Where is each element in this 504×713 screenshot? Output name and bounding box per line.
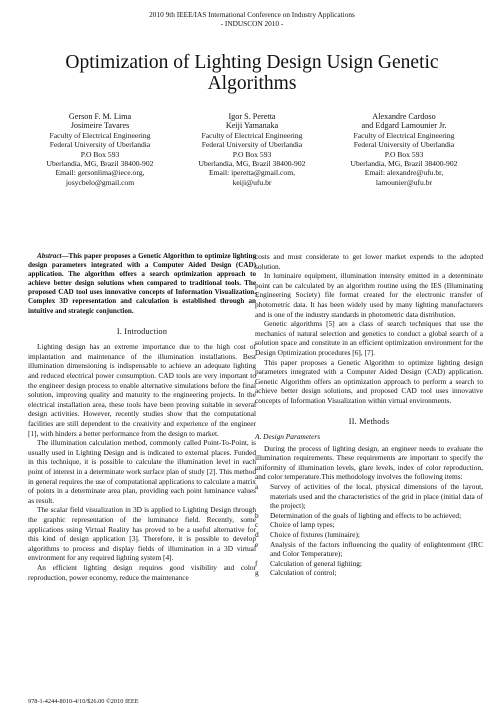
- author-email: josycbelo@gmail.com: [65, 177, 135, 187]
- continued-paragraph: costs and must considerate to get lower market expends to the adopted solution.: [255, 252, 483, 271]
- body-paragraph: This paper proposes a Genetic Algorithm to optimize lighting design parameters integrated with a Computer Aided Design (CAD) application. Genetic Algorithm offers an optimization approach to perform a search to achieve better design solutions, and proposed CAD tool uses innovative concepts of Information Visualization within virtual environments.: [255, 357, 483, 405]
- author-name: and Edgard Lamounier Jr.: [361, 121, 447, 131]
- author-pobox: P.O Box 593: [80, 149, 120, 159]
- author-name: Alexandre Cardoso: [372, 112, 436, 121]
- list-item: [255, 520, 483, 530]
- author-group-1: [30, 112, 170, 187]
- list-item-label: f: [255, 558, 258, 568]
- paper-title: Optimization of Lighting Design Usign Genetic Algorithms: [65, 52, 439, 94]
- left-column: [28, 252, 256, 582]
- author-address: Uberlandia, MG, Brazil 38400-902: [198, 159, 306, 169]
- section-heading-introduction: I. Introduction: [116, 326, 168, 336]
- author-name: Gerson F. M. Lima: [68, 112, 132, 121]
- list-item: [255, 559, 483, 569]
- subsection-heading: A. Design Parameters: [255, 432, 321, 442]
- list-item: [255, 530, 483, 540]
- body-paragraph: Genetic algorithms [5] are a class of search techniques that use the mechanics of natural selection and genetics to conduct a global search of a solution space and constitute in an efficient optimization environment for the Design Optimization procedures [6], [7].: [255, 319, 483, 357]
- author-name: Igor S. Peretta: [228, 112, 276, 121]
- list-item-text: Calculation of control;: [270, 568, 337, 578]
- copyright-footer: 978-1-4244-8010-4/10/$26.00 ©2010 IEEE: [28, 698, 139, 705]
- author-email: Email: alexandre@ufu.br,: [364, 168, 444, 178]
- author-pobox: P.O Box 593: [232, 149, 272, 159]
- list-item-label: b: [255, 510, 259, 520]
- author-group-2: [182, 112, 322, 187]
- author-affiliation: Faculty of Electrical Engineering: [49, 130, 151, 140]
- right-column: [255, 252, 483, 578]
- intro-paragraph: Lighting design has an extreme importance due to the high cost of implantation and maintenance of the illumination installations. Best illumination dimensioning is indispensable to achieve an adequate lighting and reduced electrical power consumption. CAD tools are very important to the engineer design process to enable alternative simulations before the final solution, improving quality and maturity to the engineering projects. In the electrical installation area, these tools have been proving suitable in several design activities. However, recently studies show that the computational facilities are still dependent to the creativity and experience of the engineer [1], with hinders a better performance from the design to market.: [28, 342, 256, 438]
- methodology-list: [255, 482, 483, 578]
- author-university: Federal University of Uberlandia: [201, 140, 303, 150]
- conference-line-2: - INDUSCON 2010 -: [220, 19, 284, 28]
- intro-paragraph: The illumination calculation method, commonly called Point-To-Point, is usually used in Lighting Design and is indicated to external places. Funded in this technique, it is possible to calculate the illumination level in each point of interest in a determinate work surface plan of study [2]. This method in general requires the use of computational applications to calculate a matrix of points in a determinate area plan, providing each point luminance values as result.: [28, 438, 256, 505]
- author-university: Federal University of Uberlandia: [49, 140, 151, 150]
- author-address: Uberlandia, MG, Brazil 38400-902: [46, 159, 154, 169]
- list-item-label: c: [255, 520, 259, 530]
- author-group-3: [334, 112, 474, 187]
- conference-header: [0, 10, 504, 28]
- body-paragraph: In luminaire equipment, illumination intensity emitted in a determinate point can be calculated by an algorithm routine using the IES (Illuminating Engineering Society) file format created for the electronic transfer of photometric data. It has been widely used by many lighting manufacturers and is one of the industry standards in photometric data distribution.: [255, 271, 483, 319]
- author-name: Keiji Yamanaka: [225, 121, 279, 131]
- intro-paragraph: The scalar field visualization in 3D is applied to Lighting Design through the graphic representation of the luminance field. Recently, some applications using Virtual Reality has proved to be a useful alternative for this kind of design application [3]. Therefore, it is possible to develop algorithms to process and display fields of illumination in a 3D virtual environment for any required lighting system [4].: [28, 505, 256, 563]
- author-email: Email: gersonlima@iece.org,: [55, 168, 145, 178]
- abstract: [28, 252, 256, 316]
- author-university: Federal University of Uberlandia: [353, 140, 455, 150]
- list-item-text: Choice of fixtures (luminaire);: [270, 530, 360, 540]
- author-affiliation: Faculty of Electrical Engineering: [353, 130, 455, 140]
- list-item-label: e: [255, 539, 259, 549]
- author-address: Uberlandia, MG, Brazil 38400-902: [350, 159, 458, 169]
- abstract-text: —This paper proposes a Genetic Algorithm to optimize lighting design parameters integrated with a Computer Aided Design (CAD) application. The algorithm offers a search optimization approach to achieve better design solutions when compared to traditional tools. The proposed CAD tool uses innovative concepts of Information Visualization. Complex 3D representation and calculation is established through an intuitive and strategic conjunction.: [28, 252, 256, 315]
- author-pobox: P.O Box 593: [384, 149, 424, 159]
- list-item-label: a: [255, 482, 259, 492]
- conference-line-1: 2010 9th IEEE/IAS International Conference on Industry Applications: [149, 10, 355, 19]
- author-affiliation: Faculty of Electrical Engineering: [201, 130, 303, 140]
- list-item-text: Survey of activities of the local, physical dimensions of the layout, materials used and the characteristics of the grid in place (initial data of the project);: [270, 482, 483, 511]
- list-item-text: Analysis of the factors influencing the quality of enlightenment (IRC and Color Temperature);: [270, 539, 483, 559]
- author-name: Josimeire Tavares: [70, 121, 130, 131]
- author-email: Email: iperetta@gmail.com,: [208, 168, 296, 178]
- list-item-text: Choice of lamp types;: [270, 520, 335, 530]
- list-item-text: Determination of the goals of lighting and effects to be achieved;: [270, 510, 462, 520]
- list-item-text: Calculation of general lighting;: [270, 558, 362, 568]
- list-item: [255, 482, 483, 511]
- intro-paragraph: An efficient lighting design requires good visibility and color reproduction, power economy, reduce the maintenance: [28, 562, 256, 582]
- list-item: [255, 568, 483, 578]
- author-email: lamounier@ufu.br: [375, 177, 433, 187]
- list-item: [255, 540, 483, 559]
- list-item-label: g: [255, 568, 259, 578]
- section-heading-methods: II. Methods: [348, 416, 390, 426]
- list-item: [255, 511, 483, 521]
- methods-paragraph: During the process of lighting design, an engineer needs to evaluate the illumination requirements. These requirements are important to specify the uniformity of illumination levels, glare levels, index of color reproduction, and color temperature.This methodology involves the following items:: [255, 443, 483, 482]
- author-email: keiji@ufu.br: [232, 177, 272, 187]
- author-block: [30, 112, 474, 187]
- abstract-lead: Abstract: [37, 252, 62, 260]
- list-item-label: d: [255, 530, 259, 540]
